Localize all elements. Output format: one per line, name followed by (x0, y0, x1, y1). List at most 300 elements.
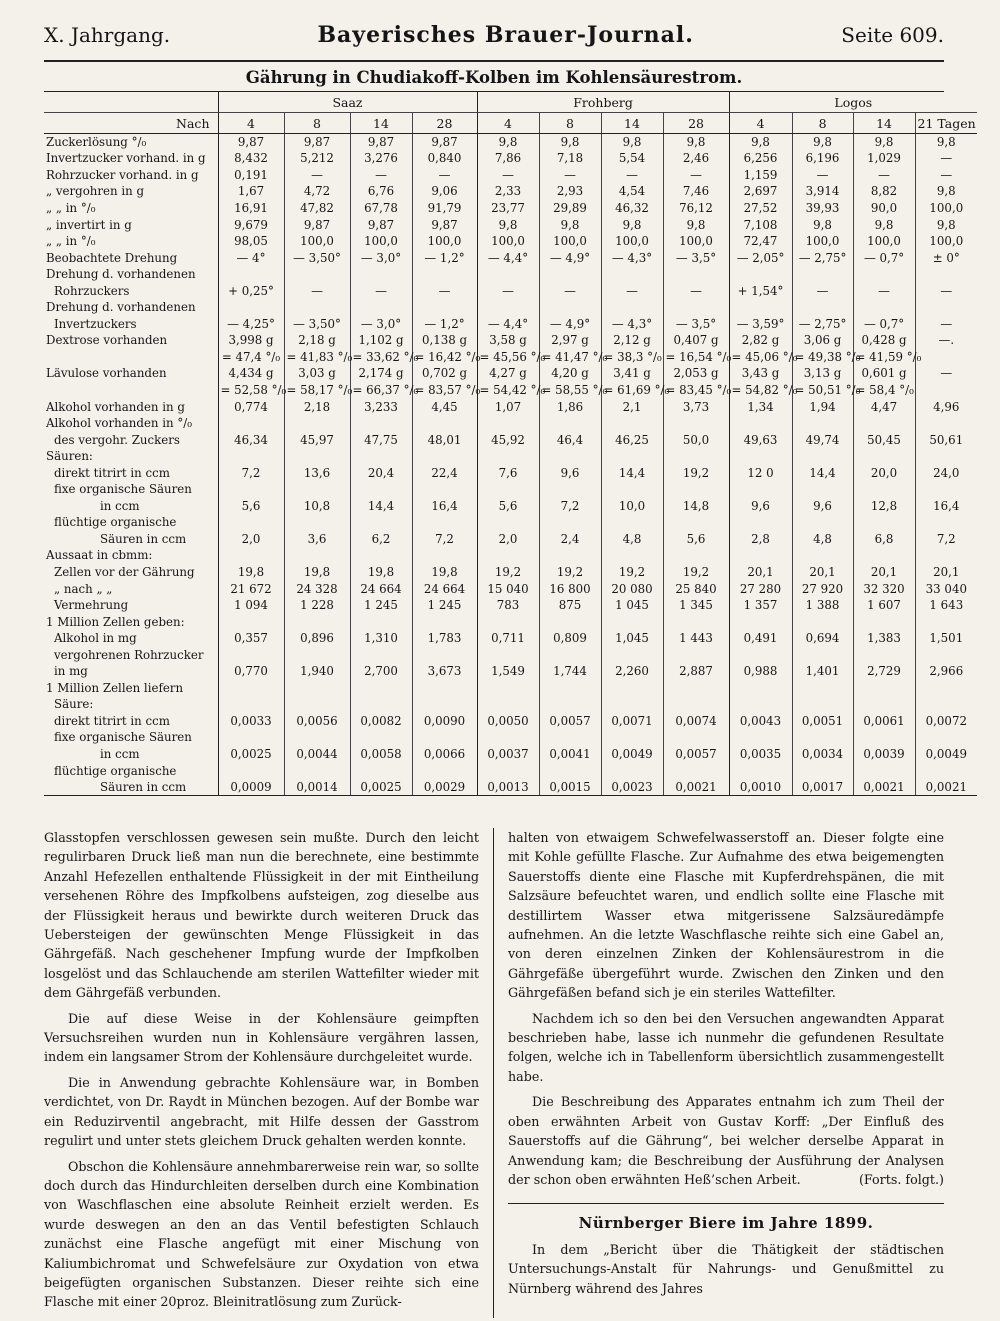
value-cell: 9,8 (915, 216, 977, 233)
value-cell (350, 613, 412, 630)
value-cell: 12 0 (729, 464, 792, 481)
value-cell (284, 680, 350, 697)
value-cell: 91,79 (412, 200, 477, 217)
value-cell: 67,78 (350, 200, 412, 217)
value-cell: — 2,75° (792, 316, 853, 333)
value-cell: 7,46 (663, 183, 729, 200)
value-cell: 46,32 (601, 200, 663, 217)
paragraph (508, 1092, 944, 1189)
value-cell (412, 613, 477, 630)
value-cell: —. (915, 332, 977, 349)
value-cell: 29,89 (539, 200, 601, 217)
value-cell: 2,697 (729, 183, 792, 200)
row-label: Säure: (54, 697, 94, 712)
value-cell: 1,94 (792, 398, 853, 415)
day-header: 4 (218, 113, 284, 134)
value-cell (853, 547, 915, 564)
value-cell (218, 762, 284, 779)
row-label: Rohrzuckers (54, 283, 130, 298)
volume-label: X. Jahrgang. (44, 23, 171, 47)
value-cell: 9,87 (284, 216, 350, 233)
day-header: 21 Tagen (915, 113, 977, 134)
value-cell (284, 729, 350, 746)
value-cell (218, 696, 284, 713)
value-cell: — (915, 316, 977, 333)
table-row (44, 613, 977, 630)
table-row (44, 282, 977, 299)
value-cell (218, 448, 284, 465)
value-cell: 3,06 g (792, 332, 853, 349)
value-cell: 0,0033 (218, 713, 284, 730)
value-cell: — (853, 282, 915, 299)
table-row (44, 349, 977, 366)
value-cell (284, 299, 350, 316)
value-cell: — 3,50° (284, 316, 350, 333)
row-label: Invertzucker vorhand. in g (46, 151, 206, 166)
value-cell (729, 646, 792, 663)
day-header: 14 (601, 113, 663, 134)
value-cell: 7,2 (539, 498, 601, 515)
value-cell: 19,8 (412, 564, 477, 581)
row-label: fixe organische Säuren (54, 482, 192, 497)
value-cell: 13,6 (284, 464, 350, 481)
value-cell (350, 696, 412, 713)
value-cell: 3,13 g (792, 365, 853, 382)
value-cell: 22,4 (412, 464, 477, 481)
row-label: in ccm (100, 498, 140, 513)
value-cell: 25 840 (663, 580, 729, 597)
value-cell (539, 514, 601, 531)
page-header (44, 22, 944, 58)
value-cell: 4,20 g (539, 365, 601, 382)
value-cell (663, 762, 729, 779)
row-label: Drehung d. vorhandenen (46, 267, 196, 282)
value-cell: 20,1 (729, 564, 792, 581)
value-cell (539, 729, 601, 746)
day-header: 4 (477, 113, 539, 134)
value-cell (539, 680, 601, 697)
value-cell (284, 514, 350, 531)
table-row (44, 663, 977, 680)
value-cell: 9,8 (915, 134, 977, 151)
value-cell (729, 415, 792, 432)
value-cell: 8,432 (218, 150, 284, 167)
value-cell: 4,96 (915, 398, 977, 415)
table-row (44, 746, 977, 763)
value-cell: 2,4 (539, 531, 601, 548)
value-cell: — (477, 167, 539, 184)
value-cell (663, 266, 729, 283)
value-cell (601, 613, 663, 630)
value-cell (539, 646, 601, 663)
value-cell: 46,25 (601, 431, 663, 448)
value-cell (729, 547, 792, 564)
value-cell (477, 547, 539, 564)
value-cell (663, 299, 729, 316)
value-cell: 9,8 (663, 216, 729, 233)
value-cell: 1 045 (601, 597, 663, 614)
table-row (44, 448, 977, 465)
value-cell: 0,0021 (663, 779, 729, 796)
value-cell (218, 481, 284, 498)
value-cell: 2,1 (601, 398, 663, 415)
value-cell: 50,61 (915, 431, 977, 448)
value-cell (792, 547, 853, 564)
table-row (44, 597, 977, 614)
value-cell: — 4,3° (601, 316, 663, 333)
value-cell: — (663, 167, 729, 184)
value-cell (729, 266, 792, 283)
table-row (44, 249, 977, 266)
value-cell (663, 481, 729, 498)
value-cell: 24 328 (284, 580, 350, 597)
value-cell: 0,0057 (539, 713, 601, 730)
value-cell: 0,0010 (729, 779, 792, 796)
value-cell (412, 762, 477, 779)
table-row (44, 382, 977, 399)
value-cell (663, 415, 729, 432)
value-cell: + 1,54° (729, 282, 792, 299)
row-label: „ nach „ „ (54, 581, 113, 596)
value-cell: 0,0049 (915, 746, 977, 763)
value-cell: — (412, 282, 477, 299)
value-cell: 0,770 (218, 663, 284, 680)
row-label: Aussaat in cbmm: (46, 548, 153, 563)
value-cell: 0,0021 (915, 779, 977, 796)
value-cell (412, 448, 477, 465)
value-cell: 0,0061 (853, 713, 915, 730)
value-cell (915, 415, 977, 432)
value-cell: 7,6 (477, 464, 539, 481)
value-cell: 100,0 (853, 233, 915, 250)
value-cell: 20,1 (792, 564, 853, 581)
value-cell (915, 481, 977, 498)
value-cell (915, 646, 977, 663)
value-cell: — (663, 282, 729, 299)
value-cell: 0,0044 (284, 746, 350, 763)
value-cell: = 41,83 °/₀ (284, 349, 350, 366)
value-cell: 0,138 g (412, 332, 477, 349)
value-cell: 2,46 (663, 150, 729, 167)
row-label: 1 Million Zellen geben: (46, 614, 185, 629)
value-cell: = 45,56 °/₀ (477, 349, 539, 366)
table-row (44, 150, 977, 167)
value-cell: 9,8 (853, 134, 915, 151)
journal-title: Bayerisches Brauer-Journal. (317, 22, 694, 48)
value-cell: 12,8 (853, 498, 915, 515)
value-cell (218, 729, 284, 746)
value-cell (350, 646, 412, 663)
value-cell (853, 415, 915, 432)
value-cell: 100,0 (412, 233, 477, 250)
value-cell: 20,0 (853, 464, 915, 481)
value-cell: = 83,45 °/₀ (663, 382, 729, 399)
value-cell: 1 643 (915, 597, 977, 614)
value-cell: 14,4 (601, 464, 663, 481)
value-cell (477, 448, 539, 465)
value-cell: 0,0074 (663, 713, 729, 730)
value-cell (729, 613, 792, 630)
value-cell (853, 729, 915, 746)
value-cell (915, 266, 977, 283)
value-cell (350, 266, 412, 283)
paragraph: Die in Anwendung gebrachte Kohlensäure war, in Bomben verdichtet, von Dr. Raydt in München bezogen. Auf der Bombe war ein Reduzirventil angebracht, mit Hilfe dessen der Gasstrom regulirt und unter stets gleichem Druck gehalten werden konnte. (44, 1074, 479, 1149)
value-cell: = 52,58 °/₀ (218, 382, 284, 399)
value-cell: 98,05 (218, 233, 284, 250)
value-cell: 0,0041 (539, 746, 601, 763)
value-cell (853, 680, 915, 697)
value-cell: 19,2 (539, 564, 601, 581)
value-cell: — (601, 167, 663, 184)
value-cell: 8,82 (853, 183, 915, 200)
value-cell: 6,76 (350, 183, 412, 200)
value-cell: 16,4 (915, 498, 977, 515)
value-cell: 1,549 (477, 663, 539, 680)
value-cell: — 0,7° (853, 249, 915, 266)
value-cell (218, 646, 284, 663)
value-cell: 2,8 (729, 531, 792, 548)
value-cell (539, 547, 601, 564)
value-cell (915, 762, 977, 779)
value-cell (218, 415, 284, 432)
value-cell: 9,87 (218, 134, 284, 151)
value-cell: 47,82 (284, 200, 350, 217)
value-cell: 100,0 (601, 233, 663, 250)
value-cell (663, 613, 729, 630)
value-cell (412, 481, 477, 498)
table-row (44, 531, 977, 548)
row-label: Invertzuckers (54, 316, 137, 331)
value-cell: 14,4 (792, 464, 853, 481)
value-cell: 1,940 (284, 663, 350, 680)
value-cell (218, 613, 284, 630)
value-cell (663, 448, 729, 465)
value-cell: 4,54 (601, 183, 663, 200)
value-cell: 20 080 (601, 580, 663, 597)
value-cell: 27,52 (729, 200, 792, 217)
table-row (44, 216, 977, 233)
table-row (44, 233, 977, 250)
value-cell (218, 266, 284, 283)
value-cell: 1 094 (218, 597, 284, 614)
value-cell: 0,0072 (915, 713, 977, 730)
value-cell: — (284, 167, 350, 184)
value-cell (792, 613, 853, 630)
value-cell: 2,18 g (284, 332, 350, 349)
value-cell: 1 607 (853, 597, 915, 614)
value-cell (792, 266, 853, 283)
value-cell: 100,0 (915, 200, 977, 217)
value-cell: — (477, 282, 539, 299)
value-cell: — 1,2° (412, 316, 477, 333)
value-cell: 0,0023 (601, 779, 663, 796)
value-cell: — 4,3° (601, 249, 663, 266)
value-cell: 19,8 (284, 564, 350, 581)
table-row (44, 779, 977, 796)
value-cell (218, 514, 284, 531)
value-cell: 2,97 g (539, 332, 601, 349)
value-cell (477, 696, 539, 713)
group-header: Logos (729, 92, 977, 113)
value-cell: 0,0056 (284, 713, 350, 730)
value-cell: 1 357 (729, 597, 792, 614)
value-cell: — 0,7° (853, 316, 915, 333)
value-cell: 21 672 (218, 580, 284, 597)
value-cell (539, 762, 601, 779)
value-cell: 23,77 (477, 200, 539, 217)
value-cell: 20,1 (853, 564, 915, 581)
value-cell (792, 762, 853, 779)
value-cell (284, 613, 350, 630)
value-cell: 0,0025 (218, 746, 284, 763)
value-cell: 27 280 (729, 580, 792, 597)
value-cell (663, 696, 729, 713)
value-cell: 2,174 g (350, 365, 412, 382)
value-cell (412, 729, 477, 746)
corner-cell (44, 92, 218, 113)
value-cell: = 16,42 °/₀ (412, 349, 477, 366)
value-cell: 50,45 (853, 431, 915, 448)
value-cell: — (915, 282, 977, 299)
value-cell: — (915, 150, 977, 167)
value-cell: — (601, 282, 663, 299)
value-cell: 1,744 (539, 663, 601, 680)
value-cell: 9,8 (477, 134, 539, 151)
value-cell (350, 299, 412, 316)
row-label: Rohrzucker vorhand. in g (46, 167, 199, 182)
value-cell (853, 481, 915, 498)
value-cell: 46,4 (539, 431, 601, 448)
value-cell: 14,4 (350, 498, 412, 515)
value-cell: 9,87 (412, 216, 477, 233)
row-label: des vergohr. Zuckers (54, 432, 180, 447)
value-cell: 1,67 (218, 183, 284, 200)
value-cell: 48,01 (412, 431, 477, 448)
value-cell (412, 646, 477, 663)
value-cell: 3,276 (350, 150, 412, 167)
value-cell: 0,428 g (853, 332, 915, 349)
value-cell (915, 547, 977, 564)
value-cell (350, 481, 412, 498)
value-cell: 0,0037 (477, 746, 539, 763)
value-cell (729, 299, 792, 316)
row-label: Zuckerlösung °/₀ (46, 135, 147, 150)
value-cell: 1 228 (284, 597, 350, 614)
value-cell: — 3,0° (350, 316, 412, 333)
value-cell: 9,87 (412, 134, 477, 151)
value-cell (412, 547, 477, 564)
day-header: 4 (729, 113, 792, 134)
value-cell: 7,2 (218, 464, 284, 481)
value-cell: 100,0 (915, 233, 977, 250)
value-cell: = 47,4 °/₀ (218, 349, 284, 366)
value-cell: — 2,75° (792, 249, 853, 266)
page-number: Seite 609. (841, 23, 944, 47)
value-cell (729, 762, 792, 779)
value-cell (915, 613, 977, 630)
value-cell: 2,260 (601, 663, 663, 680)
value-cell (350, 415, 412, 432)
value-cell: 0,694 (792, 630, 853, 647)
value-cell: 0,491 (729, 630, 792, 647)
value-cell (853, 448, 915, 465)
value-cell: 45,97 (284, 431, 350, 448)
value-cell: 7,2 (412, 531, 477, 548)
paragraph: Glasstopfen verschlossen gewesen sein mußte. Durch den leicht regulirbaren Druck ließ man nun die berechnete, eine bestimmte Anzahl Hefezellen enthaltende Flüssigkeit in der mit Eintheilung versehenen Röhre des Impfkolbens aufsteigen, zog dieselbe aus der Flüssigkeit heraus und bewirkte durch weiteren Druck das Uebersteigen der gewünschten Menge Flüssigkeit in das Gährgefäß. Nach geschehener Impfung wurde der Impfkolben losgelöst und das Schlauchende am sterilen Wattefilter wieder mit dem Gährgefäß verbunden. (44, 830, 479, 1001)
value-cell: 24,0 (915, 464, 977, 481)
value-cell: 0,702 g (412, 365, 477, 382)
value-cell: 49,63 (729, 431, 792, 448)
value-cell (663, 514, 729, 531)
value-cell: 2,12 g (601, 332, 663, 349)
value-cell: 0,0082 (350, 713, 412, 730)
value-cell: 0,0051 (792, 713, 853, 730)
value-cell (601, 448, 663, 465)
paragraph: Obschon die Kohlensäure annehmbarerweise rein war, so sollte doch durch das Hindurchleiten derselben durch eine Kombination von Waschflaschen eine absolute Reinheit erzielt werden. Es wurde deswegen an den an das Ventil befestigten Schlauch zunächst eine Flasche angefügt mit einer Mischung von Kaliumbichromat und Schwefelsäure zur Oxydation von etwa beigefügten organischen Substanzen. Dieser reihte sich eine Flasche mit einer 20proz. Bleinitratlösung zum Zurück- (44, 1158, 479, 1310)
row-label: vergohrenen Rohrzucker (54, 647, 204, 662)
value-cell: 9,87 (350, 134, 412, 151)
value-cell: 9,8 (792, 134, 853, 151)
table-row (44, 200, 977, 217)
row-label: direkt titrirt in ccm (54, 713, 170, 728)
table-title: Gährung in Chudiakoff-Kolben im Kohlensäurestrom. (44, 62, 944, 92)
value-cell (853, 613, 915, 630)
value-cell (284, 646, 350, 663)
value-cell: 9,8 (663, 134, 729, 151)
value-cell: 9,8 (601, 134, 663, 151)
value-cell: — (412, 167, 477, 184)
row-label: Lävulose vorhanden (46, 366, 167, 381)
value-cell: — 3,59° (729, 316, 792, 333)
day-header: 14 (350, 113, 412, 134)
value-cell (729, 680, 792, 697)
value-cell: 15 040 (477, 580, 539, 597)
value-cell (350, 547, 412, 564)
row-label: Alkohol vorhanden in °/₀ (46, 416, 193, 431)
value-cell: 9,8 (539, 216, 601, 233)
row-label: „ „ in °/₀ (46, 200, 96, 215)
row-label: Alkohol vorhanden in g (46, 399, 185, 414)
table-row (44, 167, 977, 184)
value-cell: 9,8 (477, 216, 539, 233)
value-cell (601, 696, 663, 713)
value-cell: 14,8 (663, 498, 729, 515)
value-cell: 100,0 (792, 233, 853, 250)
row-label: Zellen vor der Gährung (54, 564, 195, 579)
value-cell: 24 664 (350, 580, 412, 597)
value-cell (601, 547, 663, 564)
value-cell (663, 680, 729, 697)
value-cell: 45,92 (477, 431, 539, 448)
value-cell (601, 729, 663, 746)
value-cell (663, 547, 729, 564)
value-cell: 0,0034 (792, 746, 853, 763)
value-cell (792, 514, 853, 531)
value-cell (792, 481, 853, 498)
value-cell: 6,196 (792, 150, 853, 167)
value-cell: — (539, 167, 601, 184)
value-cell: = 58,55 °/₀ (539, 382, 601, 399)
value-cell: — 3,0° (350, 249, 412, 266)
value-cell (477, 415, 539, 432)
value-cell: 2,0 (477, 531, 539, 548)
paragraph: In dem „Bericht über die Thätigkeit der städtischen Untersuchungs-Anstalt für Nahrungs- und Genußmittel zu Nürnberg während des Jahres (508, 1241, 944, 1296)
value-cell (915, 514, 977, 531)
day-header: 14 (853, 113, 915, 134)
value-cell: 1 388 (792, 597, 853, 614)
value-cell: — 3,5° (663, 316, 729, 333)
value-cell (601, 646, 663, 663)
